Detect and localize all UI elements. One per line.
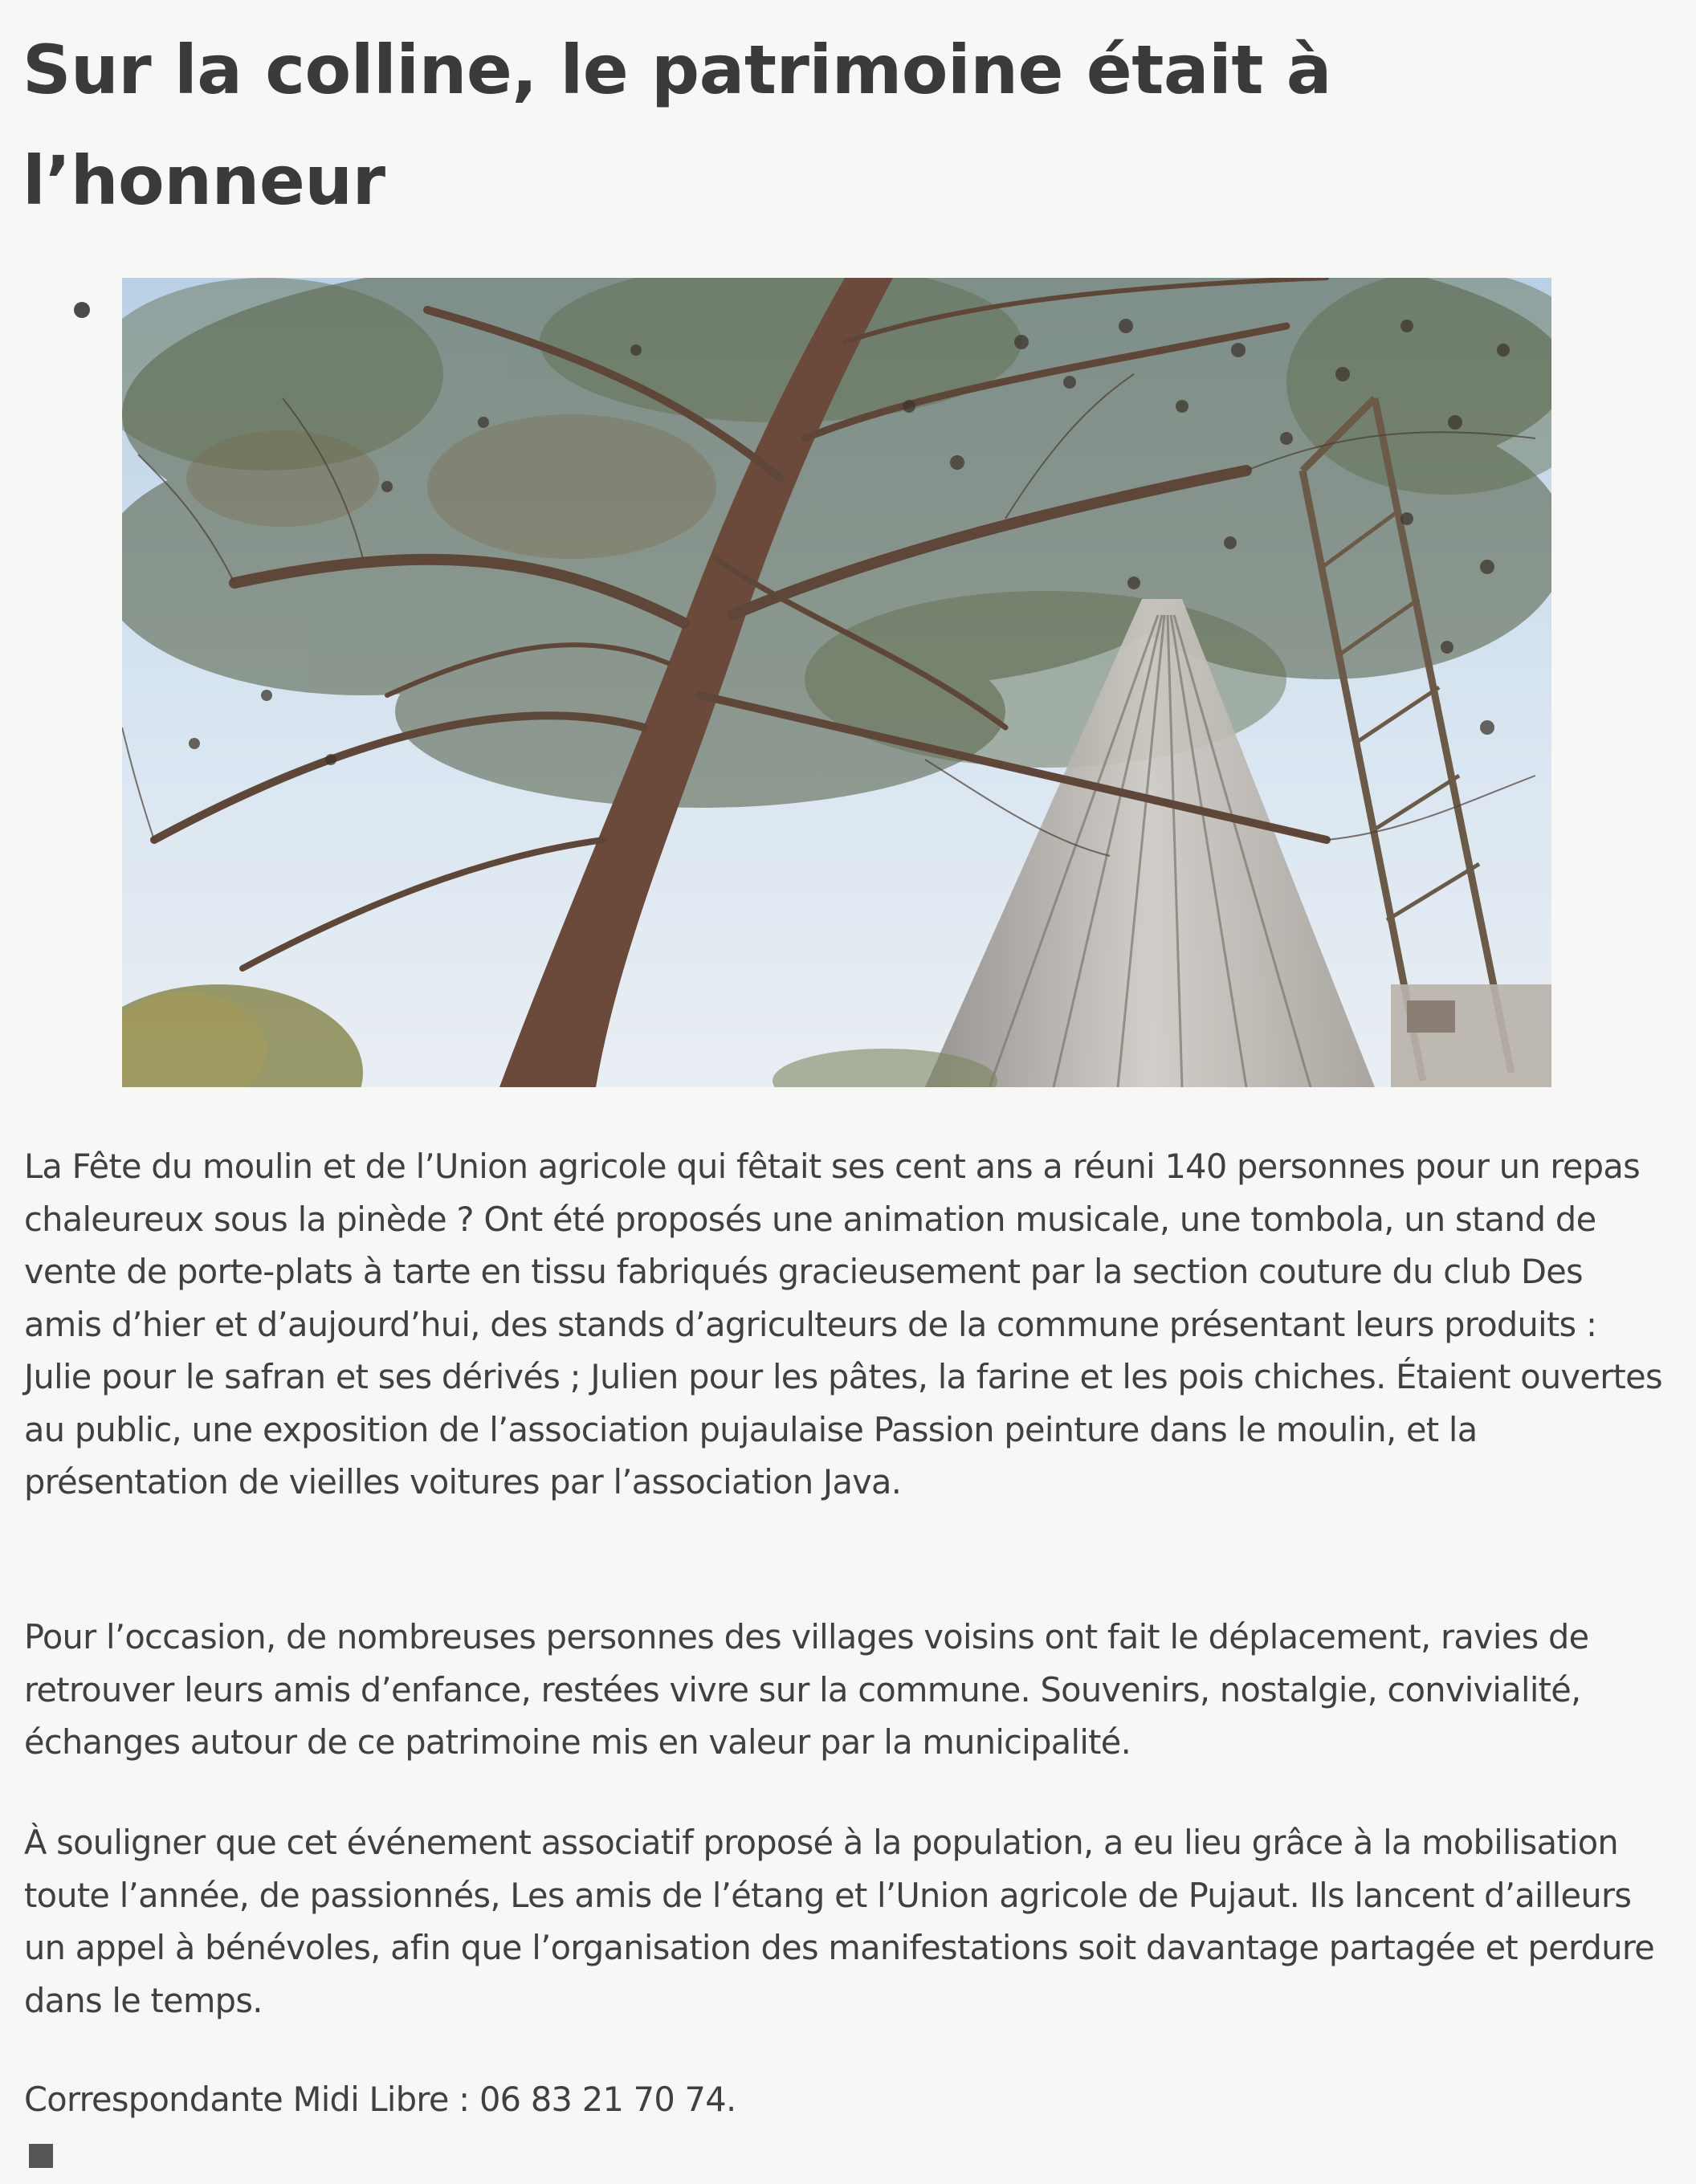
article-title: Sur la colline, le patrimoine était à l’honneur: [22, 31, 1331, 220]
bullet-dot-icon: [74, 302, 90, 318]
article-paragraph-1: La Fête du moulin et de l’Union agricole qui fêtait ses cent ans a réuni 140 personnes pour un repas chaleureux sous la pinède ? Ont été proposés une animation musicale, une tombola, un stand de vente de porte-plats à tarte en tissu fabriqués gracieusement par la section couture du club Des amis d’hier et d’aujourd’hui, des stands d’agriculteurs de la commune présentant leurs produits : Julie pour le safran et ses dérivés ; Julien pour les pâtes, la farine et les pois chiches. Étaient ouvertes au public, une exposition de l’association pujaulaise Passion peinture dans le moulin, et la présentation de vieilles voitures par l’association Java.: [24, 1147, 1662, 1502]
article-photo: [122, 278, 1551, 1087]
correspondent-contact: Correspondante Midi Libre : 06 83 21 70 74.: [24, 2080, 736, 2119]
end-square-icon: [29, 2144, 53, 2168]
article-paragraph-2: Pour l’occasion, de nombreuses personnes des villages voisins ont fait le déplacement, ravies de retrouver leurs amis d’enfance, restées vivre sur la commune. Souvenirs, nostalgie, convivialité, échanges autour de ce patrimoine mis en valeur par la municipalité.: [24, 1617, 1589, 1762]
article-paragraph-3: À souligner que cet événement associatif proposé à la population, a eu lieu grâce à la mobilisation toute l’année, de passionnés, Les amis de l’étang et l’Union agricole de Pujaut. Ils lancent d’ailleurs un appel à bénévoles, afin que l’organisation des manifestations soit davantage partagée et perdure dans le temps.: [24, 1823, 1655, 2020]
